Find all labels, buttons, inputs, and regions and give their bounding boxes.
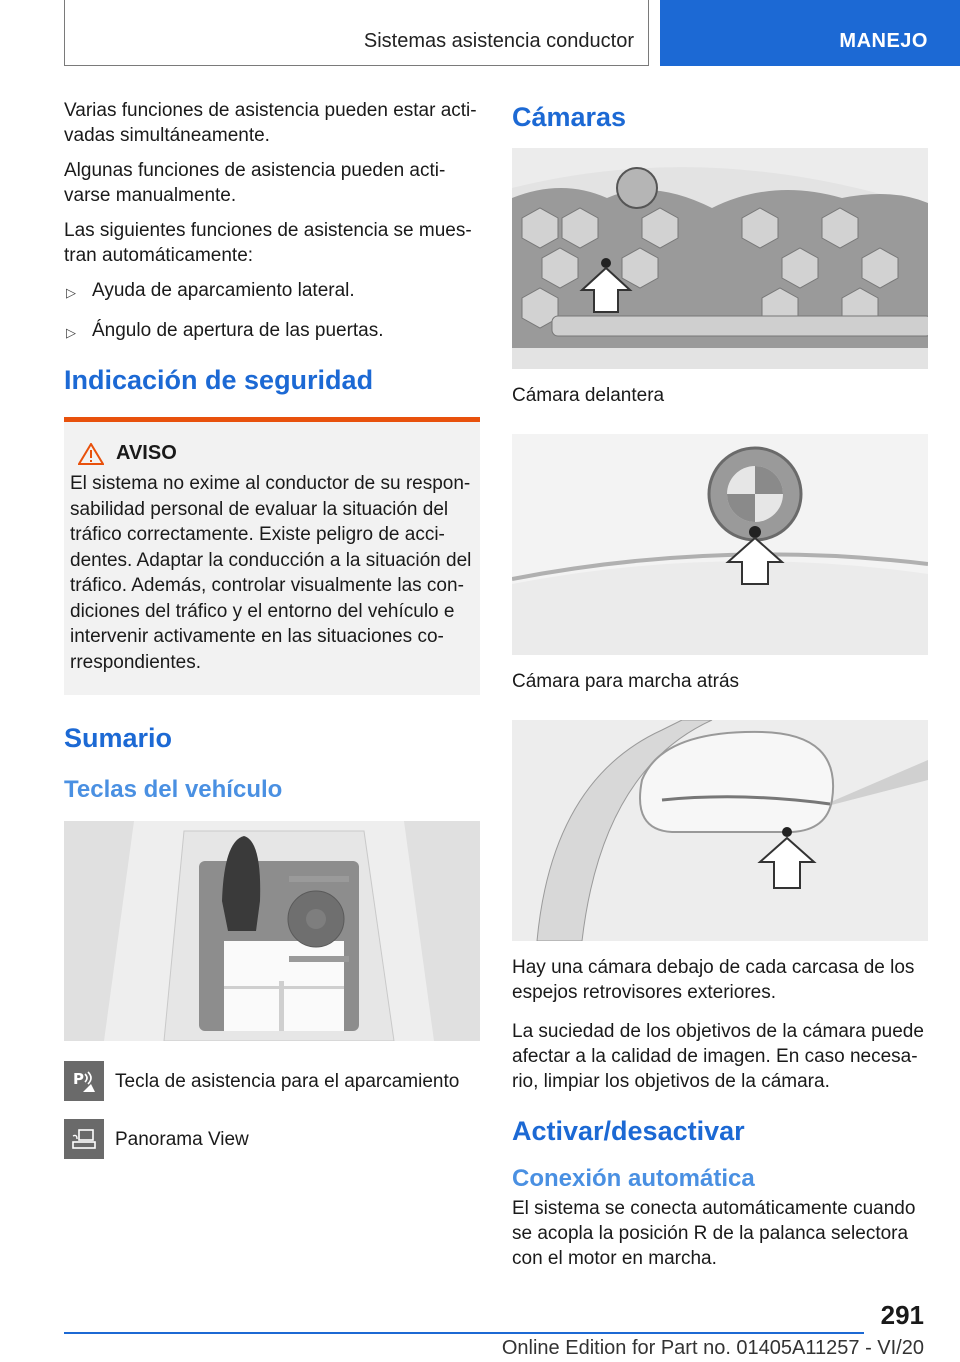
intro-paragraph-3: Las siguientes funciones de asistencia se mues-tran automáticamente: bbox=[64, 220, 472, 266]
center-console-photo bbox=[64, 821, 480, 1041]
header-chapter-title: MANEJO bbox=[839, 30, 928, 52]
footer-edition: Online Edition for Part no. 01405A11257 - VI/20 bbox=[501, 1337, 924, 1359]
list-item: ▷ Ayuda de aparcamiento lateral. bbox=[64, 278, 480, 303]
panorama-view-key-icon bbox=[64, 1119, 104, 1159]
right-column bbox=[512, 98, 928, 1281]
svg-text:P: P bbox=[73, 1070, 84, 1088]
auto-connection-text: El sistema se conecta automáticamente cuando se acopla la posición R de la palanca selectora con el motor en marcha. bbox=[512, 1198, 916, 1269]
intro-paragraph-1: Varias funciones de asistencia pueden estar acti-vadas simultáneamente. bbox=[64, 100, 477, 146]
front-camera-caption: Cámara delantera bbox=[512, 385, 665, 406]
header-section-box bbox=[64, 0, 649, 66]
header-chapter-tab bbox=[660, 0, 960, 66]
safety-heading: Indicación de seguridad bbox=[64, 365, 374, 395]
assist-function-list bbox=[64, 278, 480, 343]
parking-assist-key-icon bbox=[64, 1061, 104, 1101]
panorama-view-key-label: Panorama View bbox=[115, 1129, 249, 1150]
mirror-camera-text: Hay una cámara debajo de cada carcasa de los espejos retrovisores exteriores. bbox=[512, 957, 915, 1003]
warning-triangle-icon bbox=[78, 443, 104, 465]
page-number: 291 bbox=[880, 1300, 924, 1330]
mirror-camera-photo bbox=[512, 720, 928, 941]
left-column bbox=[64, 98, 480, 1159]
auto-connection-heading: Conexión automática bbox=[512, 1165, 755, 1192]
cameras-heading: Cámaras bbox=[512, 102, 627, 132]
warning-box bbox=[64, 417, 480, 695]
triangle-bullet-icon: ▷ bbox=[66, 325, 76, 340]
intro-paragraph-2: Algunas funciones de asistencia pueden acti-varse manualmente. bbox=[64, 160, 446, 206]
activate-heading: Activar/desactivar bbox=[512, 1116, 745, 1146]
front-camera-photo bbox=[512, 148, 928, 369]
summary-heading: Sumario bbox=[64, 723, 173, 753]
warning-title: AVISO bbox=[116, 442, 177, 464]
footer-divider bbox=[64, 1332, 864, 1334]
warning-text: El sistema no exime al conductor de su respon-sabilidad personal de evaluar la situación del tráfico correctamente. Existe peligro de acci-dentes. Adaptar la conducción a la situación del tráfico. Además, controlar visualmente las con-diciones del tráfico y el entorno del vehículo e intervenir activamente en las situaciones co-rrespondientes. bbox=[70, 473, 472, 673]
rear-camera-photo bbox=[512, 434, 928, 655]
header-section-title: Sistemas asistencia conductor bbox=[363, 30, 634, 52]
triangle-bullet-icon: ▷ bbox=[66, 285, 76, 300]
keys-heading: Teclas del vehículo bbox=[64, 776, 283, 803]
list-item: ▷ Ángulo de apertura de las puertas. bbox=[64, 318, 480, 343]
dirt-warning-text: La suciedad de los objetivos de la cámara puede afectar a la calidad de imagen. En caso necesa-rio, limpiar los objetivos de la cámara. bbox=[512, 1021, 924, 1092]
parking-assist-key-label: Tecla de asistencia para el aparcamiento bbox=[115, 1071, 460, 1092]
rear-camera-caption: Cámara para marcha atrás bbox=[512, 671, 740, 692]
